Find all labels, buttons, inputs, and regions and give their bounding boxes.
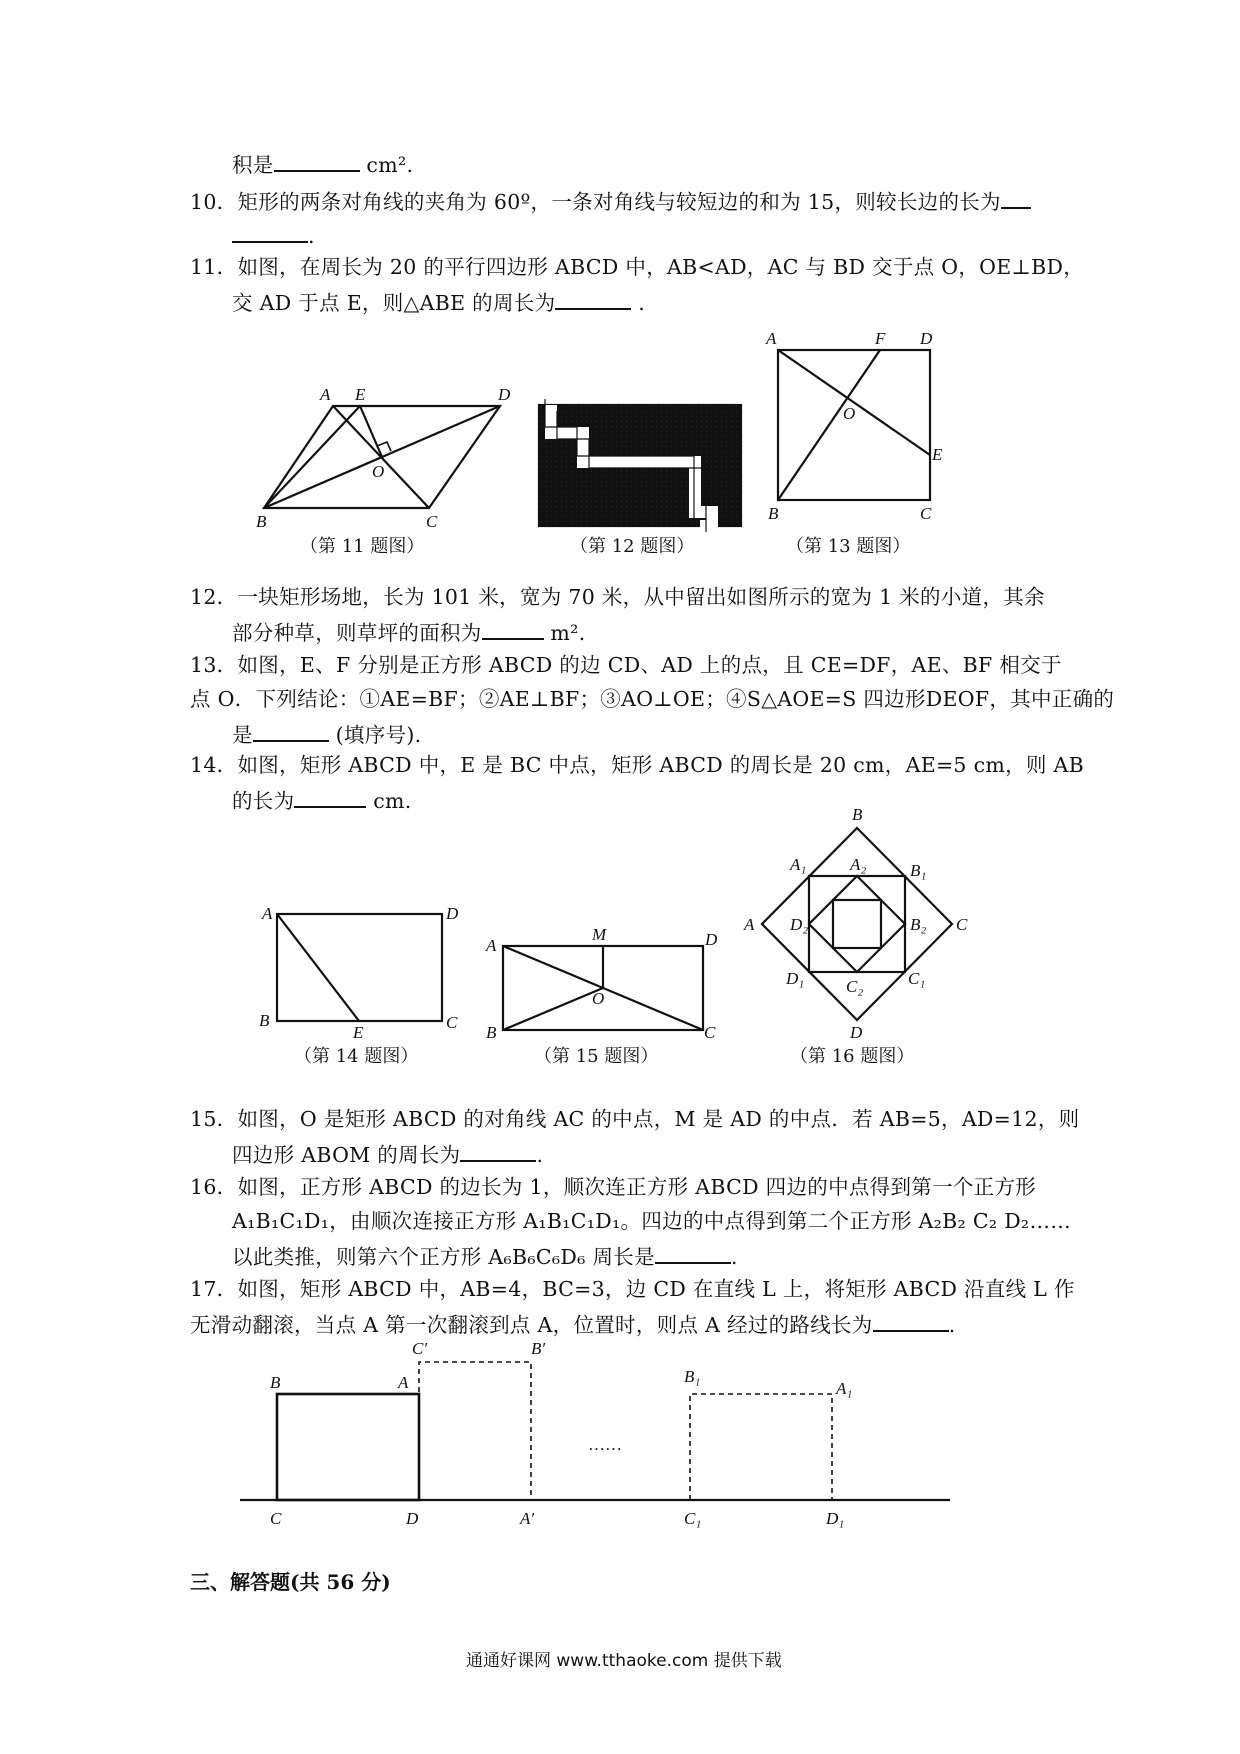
fig17-label-dots: …… (588, 1435, 622, 1454)
caption-fig12: （第 12 题图） (570, 536, 695, 557)
caption-fig16: （第 16 题图） (790, 1046, 915, 1067)
section-3-heading: 三、解答题(共 56 分) (190, 1570, 391, 1594)
fig13-label-E: E (932, 445, 943, 464)
figure-15-rectangle (503, 946, 703, 1030)
fig16-label-A: A (744, 915, 755, 934)
fig16-label-C1: C₁ (908, 969, 926, 988)
question-12-line2: 部分种草，则草坪的面积为 m². (232, 618, 586, 646)
fig17-label-Bprime: B′ (531, 1339, 546, 1358)
fig13-label-O: O (843, 404, 856, 423)
fig14-label-D: D (446, 904, 459, 923)
fig11-label-A: A (320, 385, 331, 404)
question-13-line2: 点 O．下列结论：①AE=BF；②AE⊥BF；③AO⊥OE；④S△AOE=S 四边形DEOF，其中正确的 (190, 687, 1115, 711)
question-12: 12．一块矩形场地，长为 101 米，宽为 70 米，从中留出如图所示的宽为 1 米的小道，其余 (190, 585, 1045, 609)
q9-tail: 积是 cm². (232, 150, 413, 178)
fig17-label-D1: D₁ (826, 1509, 845, 1528)
question-17: 17．如图，矩形 ABCD 中，AB=4，BC=3，边 CD 在直线 L 上，将矩形 ABCD 沿直线 L 作 (190, 1277, 1075, 1301)
caption-fig11: （第 11 题图） (300, 536, 425, 557)
question-16-line2: A₁B₁C₁D₁，由顺次连接正方形 A₁B₁C₁D₁。四边的中点得到第二个正方形 A₂B₂ C₂ D₂…… (232, 1209, 1072, 1233)
fig16-label-D2: D₂ (790, 915, 809, 934)
question-17-line2: 无滑动翻滚，当点 A 第一次翻滚到点 A，位置时，则点 A 经过的路线长为 . (190, 1310, 955, 1338)
fig15-label-A: A (486, 936, 497, 955)
fig11-label-B: B (256, 512, 267, 531)
question-13-line3: 是 (填序号). (232, 720, 421, 748)
figure-11-parallelogram (264, 406, 500, 508)
fig11-label-O: O (372, 462, 385, 481)
fig14-label-E: E (353, 1023, 364, 1042)
question-10-line2: . (232, 221, 315, 249)
fig15-label-O: O (592, 989, 605, 1008)
fig17-label-Aprime: A′ (520, 1509, 535, 1528)
fig17-label-A1: A₁ (836, 1379, 853, 1398)
fig11-label-E: E (355, 385, 366, 404)
fig14-label-C: C (446, 1013, 458, 1032)
caption-fig15: （第 15 题图） (534, 1046, 659, 1067)
fig17-label-Cprime: C′ (412, 1339, 428, 1358)
fig15-label-B: B (486, 1023, 497, 1042)
fig13-label-C: C (920, 504, 932, 523)
question-11: 11．如图，在周长为 20 的平行四边形 ABCD 中，AB<AD，AC 与 BD 交于点 O，OE⊥BD， (190, 255, 1085, 279)
question-16-line3: 以此类推，则第六个正方形 A₆B₆C₆D₆ 周长是 . (232, 1242, 738, 1270)
question-14: 14．如图，矩形 ABCD 中，E 是 BC 中点，矩形 ABCD 的周长是 20 cm，AE=5 cm，则 AB (190, 753, 1084, 777)
caption-fig14: （第 14 题图） (294, 1046, 419, 1067)
fig16-label-A2: A₂ (850, 855, 867, 874)
fig15-label-M: M (592, 925, 607, 944)
fig11-label-D: D (498, 385, 511, 404)
fig16-label-D: D (850, 1023, 863, 1042)
fig13-label-A: A (766, 329, 777, 348)
fig16-label-D1: D₁ (786, 969, 805, 988)
figure-14-rectangle (277, 914, 442, 1021)
fig14-label-A: A (262, 904, 273, 923)
fig15-label-D: D (705, 930, 718, 949)
question-16: 16．如图，正方形 ABCD 的边长为 1，顺次连正方形 ABCD 四边的中点得到第一个正方形 (190, 1175, 1037, 1199)
fig17-label-C1: C₁ (684, 1509, 702, 1528)
fig16-label-C2: C₂ (846, 977, 864, 996)
fig13-label-B: B (768, 504, 779, 523)
fig16-label-B2: B₂ (910, 915, 927, 934)
fig17-label-B: B (270, 1373, 281, 1392)
fig15-label-C: C (704, 1023, 716, 1042)
fig17-label-C: C (270, 1509, 282, 1528)
page-footer: 通通好课网 www.tthaoke.com 提供下载 (466, 1651, 782, 1671)
fig14-label-B: B (259, 1011, 270, 1030)
fig16-label-A1: A₁ (790, 855, 807, 874)
fig13-label-F: F (875, 329, 886, 348)
fig16-label-B: B (852, 805, 863, 824)
question-14-line2: 的长为 cm. (232, 786, 412, 814)
question-11-line2: 交 AD 于点 E，则△ABE 的周长为 . (232, 288, 645, 316)
fig16-label-C: C (956, 915, 968, 934)
fig17-label-B1: B₁ (684, 1367, 701, 1386)
question-15-line2: 四边形 ABOM 的周长为 . (232, 1140, 543, 1168)
fig16-label-B1: B₁ (910, 861, 927, 880)
fig17-label-A: A (398, 1373, 409, 1392)
question-13: 13．如图，E、F 分别是正方形 ABCD 的边 CD、AD 上的点，且 CE=DF，AE、BF 相交于 (190, 653, 1062, 677)
question-15: 15．如图，O 是矩形 ABCD 的对角线 AC 的中点，M 是 AD 的中点．若 AB=5，AD=12，则 (190, 1107, 1080, 1131)
figure-13-square (778, 350, 930, 500)
fig11-label-C: C (426, 512, 438, 531)
fig13-label-D: D (920, 329, 933, 348)
question-10: 10．矩形的两条对角线的夹角为 60º，一条对角线与较短边的和为 15，则较长边的长为 (190, 187, 1031, 215)
figure-12-field (539, 399, 741, 532)
caption-fig13: （第 13 题图） (786, 536, 911, 557)
fig17-label-D: D (406, 1509, 419, 1528)
